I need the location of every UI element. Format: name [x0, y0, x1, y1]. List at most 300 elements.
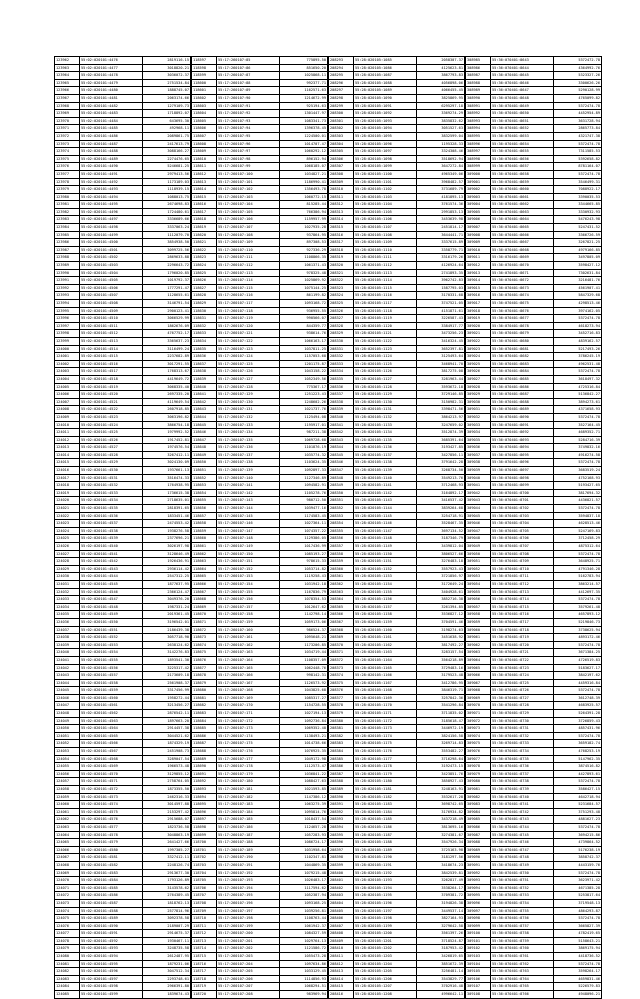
table-row — [55, 968, 191, 976]
row-number-cell: 309048 — [466, 535, 491, 543]
table-row — [329, 353, 465, 361]
cadastral-number-cell: 55:36:070401:8750 — [491, 869, 554, 877]
cadastral-number-cell: 55:28:020105:1158 — [354, 611, 417, 619]
cadastral-value-cell: 3283157.54 — [417, 649, 465, 657]
row-number-cell: 118655 — [192, 497, 217, 505]
row-number-cell: 308989 — [466, 87, 491, 95]
table-row — [329, 565, 465, 573]
cadastral-value-cell: 1029764.13 — [280, 937, 328, 945]
row-number-cell: 118626 — [192, 277, 217, 285]
cadastral-number-cell: 55:17:260107:203 — [217, 953, 280, 961]
cadastral-value-cell: 844359.77 — [280, 322, 328, 330]
table-row — [466, 679, 602, 687]
table-row — [55, 854, 191, 862]
cadastral-number-cell: 55:36:070401:8655 — [491, 148, 554, 156]
cadastral-number-cell: 55:17:260107:87 — [217, 72, 280, 80]
table-row — [192, 300, 328, 308]
row-number-cell: 309096 — [466, 899, 491, 907]
cadastral-number-cell: 55:17:260107:122 — [217, 337, 280, 345]
row-number-cell: 118657 — [192, 512, 217, 520]
table-row — [466, 694, 602, 702]
row-number-cell: 118669 — [192, 603, 217, 611]
cadastral-value-cell: 3068335.40 — [143, 383, 191, 391]
row-number-cell: 124080 — [55, 953, 80, 961]
cadastral-number-cell: 55:17:260107:124 — [217, 353, 280, 361]
table-row — [192, 406, 328, 414]
cadastral-number-cell: 55:02:020101:4482 — [80, 102, 143, 110]
cadastral-value-cell: 4689352.71 — [554, 429, 602, 437]
cadastral-number-cell: 55:17:260107:202 — [217, 945, 280, 953]
cadastral-number-cell: 55:02:020101:4575 — [80, 808, 143, 816]
table-row — [192, 778, 328, 786]
row-number-cell: 124008 — [55, 406, 80, 414]
row-number-cell: 208314 — [329, 216, 354, 224]
cadastral-number-cell: 55:28:020105:1126 — [354, 368, 417, 376]
cadastral-value-cell: 5176238.19 — [554, 846, 602, 854]
table-row — [192, 436, 328, 444]
cadastral-value-cell: 3497805.09 — [554, 254, 602, 262]
cadastral-number-cell: 55:02:020101:4531 — [80, 474, 143, 482]
cadastral-number-cell: 55:02:020101:4569 — [80, 763, 143, 771]
cadastral-number-cell: 55:28:020105:1207 — [354, 983, 417, 991]
cadastral-value-cell: 1083341.73 — [280, 117, 328, 125]
cadastral-number-cell: 55:36:070401:8739 — [491, 786, 554, 794]
table-row — [192, 877, 328, 885]
cadastral-value-cell: 3543829.77 — [417, 975, 465, 983]
table-row — [55, 489, 191, 497]
cadastral-value-cell: 3806527.66 — [417, 550, 465, 558]
cadastral-value-cell: 936955.55 — [280, 307, 328, 315]
table-row — [192, 725, 328, 733]
row-number-cell: 123991 — [55, 277, 80, 285]
cadastral-number-cell: 55:28:020105:1097 — [354, 148, 417, 156]
cadastral-number-cell: 55:17:260107:105 — [217, 208, 280, 216]
table-row — [329, 231, 465, 239]
cadastral-value-cell: 2186439.38 — [143, 626, 191, 634]
cadastral-number-cell: 55:02:020101:4524 — [80, 421, 143, 429]
table-row — [192, 292, 328, 300]
cadastral-value-cell: 3247659.02 — [417, 421, 465, 429]
row-number-cell: 309012 — [466, 262, 491, 270]
row-number-cell: 309013 — [466, 269, 491, 277]
row-number-cell: 309021 — [466, 330, 491, 338]
cadastral-value-cell: 3473256.23 — [417, 330, 465, 338]
cadastral-value-cell: 1062448.76 — [280, 664, 328, 672]
row-number-cell: 208396 — [329, 839, 354, 847]
cadastral-number-cell: 55:28:020105:1160 — [354, 626, 417, 634]
table-row — [192, 884, 328, 892]
cadastral-value-cell: 7311585.53 — [554, 148, 602, 156]
row-number-cell: 124031 — [55, 580, 80, 588]
table-row — [329, 649, 465, 657]
cadastral-value-cell: 3817275.08 — [417, 368, 465, 376]
table-row — [466, 846, 602, 854]
table-row — [192, 618, 328, 626]
cadastral-number-cell: 55:02:020101:4483 — [80, 110, 143, 118]
cadastral-value-cell: 3685391.64 — [417, 436, 465, 444]
row-number-cell: 123988 — [55, 254, 80, 262]
row-number-cell: 123977 — [55, 170, 80, 178]
table-row — [329, 406, 465, 414]
cadastral-value-cell: 4965349.06 — [417, 170, 465, 178]
row-number-cell: 124062 — [55, 816, 80, 824]
table-row — [192, 398, 328, 406]
cadastral-value-cell: 2758764.05 — [143, 778, 191, 786]
cadastral-value-cell: 1736615.38 — [143, 489, 191, 497]
row-number-cell: 208344 — [329, 444, 354, 452]
cadastral-value-cell: 1033129.45 — [280, 968, 328, 976]
row-number-cell: 208350 — [329, 489, 354, 497]
cadastral-number-cell: 55:28:020105:1085 — [354, 57, 417, 65]
row-number-cell: 124001 — [55, 353, 80, 361]
cadastral-value-cell: 3709381.72 — [417, 892, 465, 900]
row-number-cell: 208311 — [329, 193, 354, 201]
cadastral-number-cell: 55:02:020101:4563 — [80, 717, 143, 725]
table-row — [466, 717, 602, 725]
row-number-cell: 118678 — [192, 672, 217, 680]
table-row — [55, 884, 191, 892]
table-row — [466, 899, 602, 907]
cadastral-number-cell: 55:17:260107:152 — [217, 565, 280, 573]
row-number-cell: 309060 — [466, 626, 491, 634]
cadastral-number-cell: 55:28:020105:1194 — [354, 884, 417, 892]
cadastral-value-cell: 4321747.38 — [554, 132, 602, 140]
cadastral-value-cell: 1159957.99 — [280, 216, 328, 224]
row-number-cell: 118648 — [192, 444, 217, 452]
row-number-cell: 309024 — [466, 353, 491, 361]
table-row — [329, 861, 465, 869]
table-row — [329, 869, 465, 877]
row-number-cell: 124053 — [55, 748, 80, 756]
cadastral-number-cell: 55:36:070401:8672 — [491, 277, 554, 285]
cadastral-value-cell: 1108357.09 — [280, 656, 328, 664]
row-number-cell: 118639 — [192, 375, 217, 383]
cadastral-number-cell: 55:36:070401:8650 — [491, 110, 554, 118]
row-number-cell: 118646 — [192, 429, 217, 437]
table-row — [329, 330, 465, 338]
cadastral-value-cell: 3864213.97 — [417, 413, 465, 421]
row-number-cell: 309063 — [466, 649, 491, 657]
row-number-cell: 124047 — [55, 702, 80, 710]
cadastral-number-cell: 55:17:260107:171 — [217, 710, 280, 718]
table-row — [329, 87, 465, 95]
cadastral-number-cell: 55:17:260107:149 — [217, 543, 280, 551]
table-row — [329, 846, 465, 854]
cadastral-value-cell: 3024130.09 — [143, 459, 191, 467]
row-number-cell: 124064 — [55, 831, 80, 839]
table-row — [192, 284, 328, 292]
table-row — [466, 178, 602, 186]
cadastral-value-cell: 3817694.32 — [554, 489, 602, 497]
row-number-cell: 309001 — [466, 178, 491, 186]
table-row — [192, 148, 328, 156]
cadastral-value-cell: 3412786.95 — [417, 679, 465, 687]
row-number-cell: 309003 — [466, 193, 491, 201]
row-number-cell: 124070 — [55, 877, 80, 885]
table-row — [329, 945, 465, 953]
table-row — [192, 262, 328, 270]
row-number-cell: 118679 — [192, 679, 217, 687]
cadastral-value-cell: 5372474.78 — [554, 778, 602, 786]
table-row — [192, 254, 328, 262]
table-row — [55, 937, 191, 945]
row-number-cell: 208323 — [329, 284, 354, 292]
cadastral-value-cell: 1086724.17 — [280, 839, 328, 847]
row-number-cell: 309050 — [466, 550, 491, 558]
table-row — [192, 816, 328, 824]
table-row — [329, 125, 465, 133]
cadastral-value-cell: 1068294.51 — [280, 983, 328, 991]
table-row — [466, 808, 602, 816]
row-number-cell: 118677 — [192, 664, 217, 672]
cadastral-value-cell: 1974576.54 — [143, 444, 191, 452]
cadastral-value-cell: 2296643.72 — [143, 262, 191, 270]
cadastral-number-cell: 55:02:020101:4596 — [80, 968, 143, 976]
table-row — [192, 94, 328, 102]
cadastral-value-cell: 3274381.67 — [417, 831, 465, 839]
cadastral-number-cell: 55:28:020105:1143 — [354, 497, 417, 505]
cadastral-number-cell: 55:02:020101:4576 — [80, 816, 143, 824]
row-number-cell: 208399 — [329, 861, 354, 869]
cadastral-value-cell: 3164892.17 — [417, 489, 465, 497]
table-row — [329, 512, 465, 520]
cadastral-value-cell: 3594837.18 — [554, 512, 602, 520]
cadastral-value-cell: 1027935.28 — [280, 224, 328, 232]
cadastral-value-cell: 2900123.41 — [143, 307, 191, 315]
row-number-cell: 118720 — [192, 991, 217, 999]
row-number-cell: 124050 — [55, 725, 80, 733]
cadastral-value-cell: 4782419.65 — [554, 930, 602, 938]
cadastral-value-cell: 1093168.72 — [280, 300, 328, 308]
row-number-cell: 309027 — [466, 375, 491, 383]
row-number-cell: 309104 — [466, 960, 491, 968]
row-number-cell: 118659 — [192, 527, 217, 535]
table-row — [55, 300, 191, 308]
row-number-cell: 208367 — [329, 618, 354, 626]
table-row — [329, 474, 465, 482]
cadastral-value-cell: 5372474.78 — [554, 140, 602, 148]
cadastral-value-cell: 1049172.98 — [280, 755, 328, 763]
cadastral-value-cell: 1724480.61 — [143, 208, 191, 216]
row-number-cell: 208376 — [329, 687, 354, 695]
table-row — [192, 930, 328, 938]
cadastral-value-cell: 1157053.68 — [280, 353, 328, 361]
cadastral-value-cell: 1167836.79 — [280, 588, 328, 596]
row-number-cell: 124035 — [55, 611, 80, 619]
cadastral-number-cell: 55:36:070401:8758 — [491, 930, 554, 938]
cadastral-number-cell: 55:36:070401:8666 — [491, 231, 554, 239]
cadastral-number-cell: 55:17:260107:161 — [217, 634, 280, 642]
row-number-cell: 208400 — [329, 869, 354, 877]
row-number-cell: 118668 — [192, 596, 217, 604]
cadastral-value-cell: 1873355.50 — [143, 786, 191, 794]
row-number-cell: 208355 — [329, 527, 354, 535]
cadastral-value-cell: 4126924.64 — [417, 262, 465, 270]
table-row — [466, 596, 602, 604]
table-row — [55, 277, 191, 285]
cadastral-number-cell: 55:36:070401:8723 — [491, 664, 554, 672]
row-number-cell: 123984 — [55, 224, 80, 232]
cadastral-value-cell: 2451814.17 — [417, 224, 465, 232]
table-row — [55, 406, 191, 414]
table-row — [466, 224, 602, 232]
cadastral-number-cell: 55:02:020101:4523 — [80, 413, 143, 421]
table-row — [329, 489, 465, 497]
row-number-cell: 308999 — [466, 163, 491, 171]
cadastral-value-cell: 3226587.43 — [417, 315, 465, 323]
table-row — [466, 474, 602, 482]
row-number-cell: 118680 — [192, 687, 217, 695]
table-row — [466, 907, 602, 915]
table-row — [466, 482, 602, 490]
cadastral-value-cell: 1938276.58 — [143, 527, 191, 535]
table-row — [55, 262, 191, 270]
table-row — [55, 732, 191, 740]
table-row — [329, 854, 465, 862]
table-row — [329, 580, 465, 588]
cadastral-number-cell: 55:36:070401:8682 — [491, 353, 554, 361]
row-number-cell: 118670 — [192, 611, 217, 619]
cadastral-number-cell: 55:28:020105:1128 — [354, 383, 417, 391]
cadastral-value-cell: 4364992.76 — [554, 64, 602, 72]
cadastral-value-cell: 3051527.63 — [417, 125, 465, 133]
row-number-cell: 208305 — [329, 148, 354, 156]
row-number-cell: 309093 — [466, 877, 491, 885]
row-number-cell: 309005 — [466, 208, 491, 216]
table-row — [329, 877, 465, 885]
cadastral-number-cell: 55:02:020101:4505 — [80, 277, 143, 285]
cadastral-number-cell: 55:28:020105:1200 — [354, 930, 417, 938]
table-row — [192, 117, 328, 125]
table-row — [466, 854, 602, 862]
row-number-cell: 309041 — [466, 482, 491, 490]
cadastral-number-cell: 55:28:020105:1093 — [354, 117, 417, 125]
table-row — [466, 634, 602, 642]
cadastral-value-cell: 3179523.48 — [417, 672, 465, 680]
cadastral-value-cell: 1979992.52 — [143, 429, 191, 437]
table-row — [329, 246, 465, 254]
row-number-cell: 208375 — [329, 679, 354, 687]
table-row — [192, 808, 328, 816]
row-number-cell: 208312 — [329, 201, 354, 209]
cadastral-value-cell: 1085193.27 — [280, 550, 328, 558]
cadastral-value-cell: 4418736.52 — [554, 953, 602, 961]
cadastral-number-cell: 55:17:260107:191 — [217, 861, 280, 869]
cadastral-number-cell: 55:28:020105:1107 — [354, 224, 417, 232]
table-row — [329, 284, 465, 292]
row-number-cell: 309015 — [466, 284, 491, 292]
table-row — [329, 831, 465, 839]
cadastral-value-cell: 1124657.28 — [280, 823, 328, 831]
cadastral-value-cell: 766386.94 — [280, 208, 328, 216]
cadastral-value-cell: 2607918.85 — [143, 406, 191, 414]
cadastral-value-cell: 1587795.03 — [417, 284, 465, 292]
cadastral-value-cell: 3726859.43 — [554, 717, 602, 725]
table-row — [55, 375, 191, 383]
cadastral-number-cell: 55:17:260107:95 — [217, 132, 280, 140]
row-number-cell: 309049 — [466, 543, 491, 551]
cadastral-number-cell: 55:17:260107:157 — [217, 603, 280, 611]
row-number-cell: 118641 — [192, 391, 217, 399]
cadastral-number-cell: 55:28:020105:1179 — [354, 770, 417, 778]
cadastral-number-cell: 55:36:070401:8731 — [491, 725, 554, 733]
cadastral-value-cell: 5158643.21 — [554, 937, 602, 945]
cadastral-number-cell: 55:17:260107:194 — [217, 884, 280, 892]
row-number-cell: 118660 — [192, 535, 217, 543]
row-number-cell: 124068 — [55, 861, 80, 869]
cadastral-number-cell: 55:28:020105:1092 — [354, 110, 417, 118]
cadastral-value-cell: 2019361.45 — [143, 611, 191, 619]
cadastral-value-cell: 3721856.97 — [417, 573, 465, 581]
table-row — [55, 618, 191, 626]
table-row — [329, 224, 465, 232]
cadastral-value-cell: 5264391.28 — [554, 710, 602, 718]
cadastral-value-cell: 3187346.79 — [417, 535, 465, 543]
cadastral-number-cell: 55:36:070401:8646 — [491, 79, 554, 87]
table-row — [55, 467, 191, 475]
row-number-cell: 208294 — [329, 64, 354, 72]
table-row — [466, 611, 602, 619]
cadastral-number-cell: 55:28:020105:1088 — [354, 79, 417, 87]
cadastral-value-cell: 3426819.65 — [417, 953, 465, 961]
row-number-cell: 309026 — [466, 368, 491, 376]
cadastral-value-cell: 5372474.78 — [554, 550, 602, 558]
table-row — [329, 618, 465, 626]
cadastral-number-cell: 55:02:020101:4588 — [80, 907, 143, 915]
cadastral-value-cell: 3330932.93 — [554, 208, 602, 216]
table-row — [192, 748, 328, 756]
row-number-cell: 118689 — [192, 755, 217, 763]
row-number-cell: 208401 — [329, 877, 354, 885]
cadastral-value-cell: 2547312.25 — [143, 573, 191, 581]
table-row — [329, 421, 465, 429]
cadastral-number-cell: 55:17:260107:92 — [217, 110, 280, 118]
cadastral-value-cell: 3216481.76 — [554, 277, 602, 285]
cadastral-value-cell: 2914675.37 — [143, 930, 191, 938]
cadastral-value-cell: 3066529.99 — [143, 315, 191, 323]
row-number-cell: 118693 — [192, 786, 217, 794]
cadastral-number-cell: 55:17:260107:139 — [217, 467, 280, 475]
cadastral-value-cell: 4893172.46 — [554, 634, 602, 642]
cadastral-number-cell: 55:28:020105:1132 — [354, 413, 417, 421]
cadastral-value-cell: 4857431.96 — [554, 725, 602, 733]
cadastral-value-cell: 3825869.95 — [417, 94, 465, 102]
cadastral-value-cell: 5392658.82 — [554, 155, 602, 163]
cadastral-number-cell: 55:28:020105:1196 — [354, 899, 417, 907]
row-number-cell: 208338 — [329, 398, 354, 406]
table-row — [192, 823, 328, 831]
cadastral-number-cell: 55:02:020101:4594 — [80, 953, 143, 961]
cadastral-value-cell: 3452716.83 — [554, 330, 602, 338]
row-number-cell: 118627 — [192, 284, 217, 292]
cadastral-number-cell: 55:02:020101:4556 — [80, 664, 143, 672]
cadastral-value-cell: 1839674.43 — [143, 991, 191, 999]
table-row — [192, 353, 328, 361]
cadastral-number-cell: 55:02:020101:4536 — [80, 512, 143, 520]
row-number-cell: 208388 — [329, 778, 354, 786]
cadastral-number-cell: 55:17:260107:153 — [217, 573, 280, 581]
cadastral-value-cell: 3026197.98 — [143, 543, 191, 551]
cadastral-number-cell: 55:17:260107:113 — [217, 269, 280, 277]
cadastral-number-cell: 55:17:260107:141 — [217, 482, 280, 490]
cadastral-number-cell: 55:17:260107:108 — [217, 231, 280, 239]
table-row — [55, 596, 191, 604]
cadastral-number-cell: 55:02:020101:4573 — [80, 793, 143, 801]
table-row — [55, 801, 191, 809]
table-row — [466, 125, 602, 133]
row-number-cell: 308987 — [466, 72, 491, 80]
cadastral-number-cell: 55:36:070401:8760 — [491, 945, 554, 953]
